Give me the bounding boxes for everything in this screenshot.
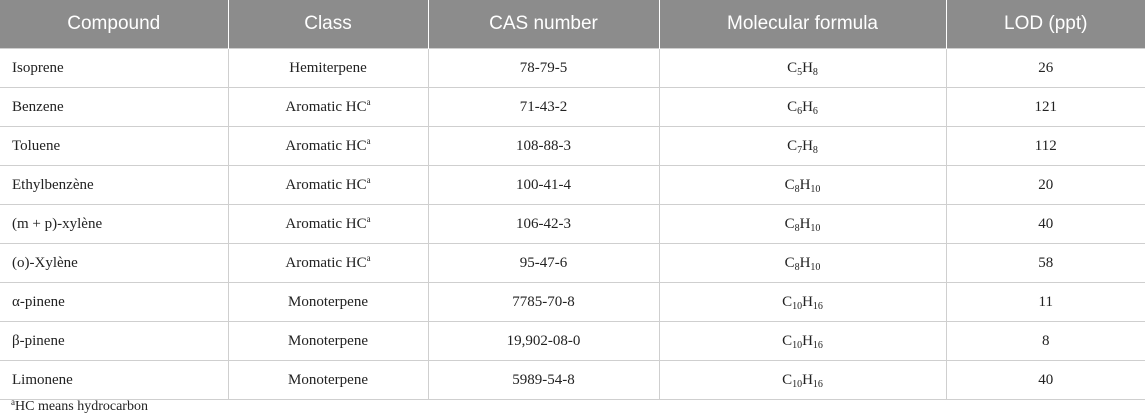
formula-count: 6 (797, 105, 803, 117)
cell-molecular-formula (659, 127, 946, 166)
cell-molecular-formula (659, 244, 946, 283)
formula-element: C (787, 59, 798, 76)
cell-cas-number: 95-47-6 (428, 244, 659, 283)
cell-class (228, 88, 428, 127)
formula-count: 8 (812, 144, 818, 156)
formula-count: 16 (812, 378, 823, 390)
cell-lod: 112 (946, 127, 1145, 166)
cell-molecular-formula (659, 283, 946, 322)
footnote-ref: a (366, 213, 371, 224)
header-row (0, 0, 1145, 49)
cell-cas-number: 71-43-2 (428, 88, 659, 127)
class-label: Aromatic HC (285, 98, 367, 115)
formula-count: 10 (810, 261, 821, 273)
formula-element: C (787, 137, 798, 154)
header-compound: Compound (0, 0, 228, 49)
formula-count: 5 (797, 66, 803, 78)
class-label: Aromatic HC (285, 215, 367, 232)
formula-element: C (782, 332, 793, 349)
cell-cas-number: 100-41-4 (428, 166, 659, 205)
table-row (0, 361, 1145, 400)
cell-compound: Isoprene (0, 49, 228, 88)
cell-cas-number: 19,902-08-0 (428, 322, 659, 361)
cell-lod: 40 (946, 361, 1145, 400)
cell-lod: 121 (946, 88, 1145, 127)
table-body (0, 49, 1145, 400)
cell-class (228, 322, 428, 361)
cell-molecular-formula (659, 361, 946, 400)
cell-molecular-formula (659, 322, 946, 361)
table-row (0, 127, 1145, 166)
formula-element: H (802, 371, 813, 388)
cell-cas-number: 7785-70-8 (428, 283, 659, 322)
footnote-ref: a (366, 96, 371, 107)
class-label: Aromatic HC (285, 176, 367, 193)
table-row (0, 205, 1145, 244)
formula-count: 10 (792, 339, 803, 351)
class-label: Aromatic HC (285, 254, 367, 271)
formula-element: H (802, 137, 813, 154)
formula-count: 10 (810, 222, 821, 234)
cell-compound: Ethylbenzène (0, 166, 228, 205)
cell-class (228, 127, 428, 166)
formula-count: 8 (794, 222, 800, 234)
cell-cas-number: 106-42-3 (428, 205, 659, 244)
cell-class (228, 361, 428, 400)
formula-count: 8 (812, 66, 818, 78)
cell-class (228, 49, 428, 88)
cell-molecular-formula (659, 49, 946, 88)
formula-element: H (799, 254, 811, 271)
cell-lod: 8 (946, 322, 1145, 361)
formula-element: C (784, 176, 795, 193)
formula-count: 7 (797, 144, 803, 156)
cell-class (228, 283, 428, 322)
cell-lod: 20 (946, 166, 1145, 205)
class-label: Monoterpene (288, 332, 368, 349)
table-row (0, 244, 1145, 283)
cell-lod: 40 (946, 205, 1145, 244)
cell-class (228, 166, 428, 205)
formula-count: 16 (812, 300, 823, 312)
footnote-ref: a (366, 174, 371, 185)
footnote-text: HC means hydrocarbon (15, 399, 148, 414)
cell-lod: 58 (946, 244, 1145, 283)
cell-class (228, 205, 428, 244)
formula-count: 10 (792, 300, 803, 312)
formula-count: 16 (812, 339, 823, 351)
cell-cas-number: 108-88-3 (428, 127, 659, 166)
footnote-ref: a (366, 252, 371, 263)
cell-molecular-formula (659, 166, 946, 205)
cell-lod: 26 (946, 49, 1145, 88)
table-row (0, 88, 1145, 127)
cell-compound: Benzene (0, 88, 228, 127)
formula-element: H (802, 98, 813, 115)
table-row (0, 283, 1145, 322)
header-lod: LOD (ppt) (946, 0, 1145, 49)
cell-cas-number: 5989-54-8 (428, 361, 659, 400)
table-row (0, 49, 1145, 88)
header-cas-number: CAS number (428, 0, 659, 49)
formula-element: H (802, 59, 813, 76)
formula-element: H (802, 293, 813, 310)
formula-element: H (802, 332, 813, 349)
cell-class (228, 244, 428, 283)
formula-count: 8 (794, 183, 800, 195)
cell-cas-number: 78-79-5 (428, 49, 659, 88)
class-label: Aromatic HC (285, 137, 367, 154)
cell-compound: (m + p)-xylène (0, 205, 228, 244)
cell-compound: Limonene (0, 361, 228, 400)
formula-element: H (799, 176, 811, 193)
formula-element: C (782, 293, 793, 310)
formula-count: 6 (812, 105, 818, 117)
cell-compound: β-pinene (0, 322, 228, 361)
formula-element: C (784, 254, 795, 271)
header-molecular-formula: Molecular formula (659, 0, 946, 49)
formula-count: 10 (792, 378, 803, 390)
formula-element: C (784, 215, 795, 232)
class-label: Monoterpene (288, 293, 368, 310)
table-row (0, 322, 1145, 361)
table-row (0, 166, 1145, 205)
formula-count: 8 (794, 261, 800, 273)
class-label: Hemiterpene (289, 59, 367, 76)
formula-element: C (782, 371, 793, 388)
formula-element: H (799, 215, 811, 232)
class-label: Monoterpene (288, 371, 368, 388)
cell-molecular-formula (659, 88, 946, 127)
cell-compound: (o)-Xylène (0, 244, 228, 283)
cell-molecular-formula (659, 205, 946, 244)
table-header (0, 0, 1145, 49)
header-class: Class (228, 0, 428, 49)
cell-lod: 11 (946, 283, 1145, 322)
cell-compound: α-pinene (0, 283, 228, 322)
footnote-ref: a (366, 135, 371, 146)
formula-count: 10 (810, 183, 821, 195)
formula-element: C (787, 98, 798, 115)
footnote-marker: a (11, 397, 15, 407)
cell-compound: Toluene (0, 127, 228, 166)
table-footnote (11, 399, 148, 415)
